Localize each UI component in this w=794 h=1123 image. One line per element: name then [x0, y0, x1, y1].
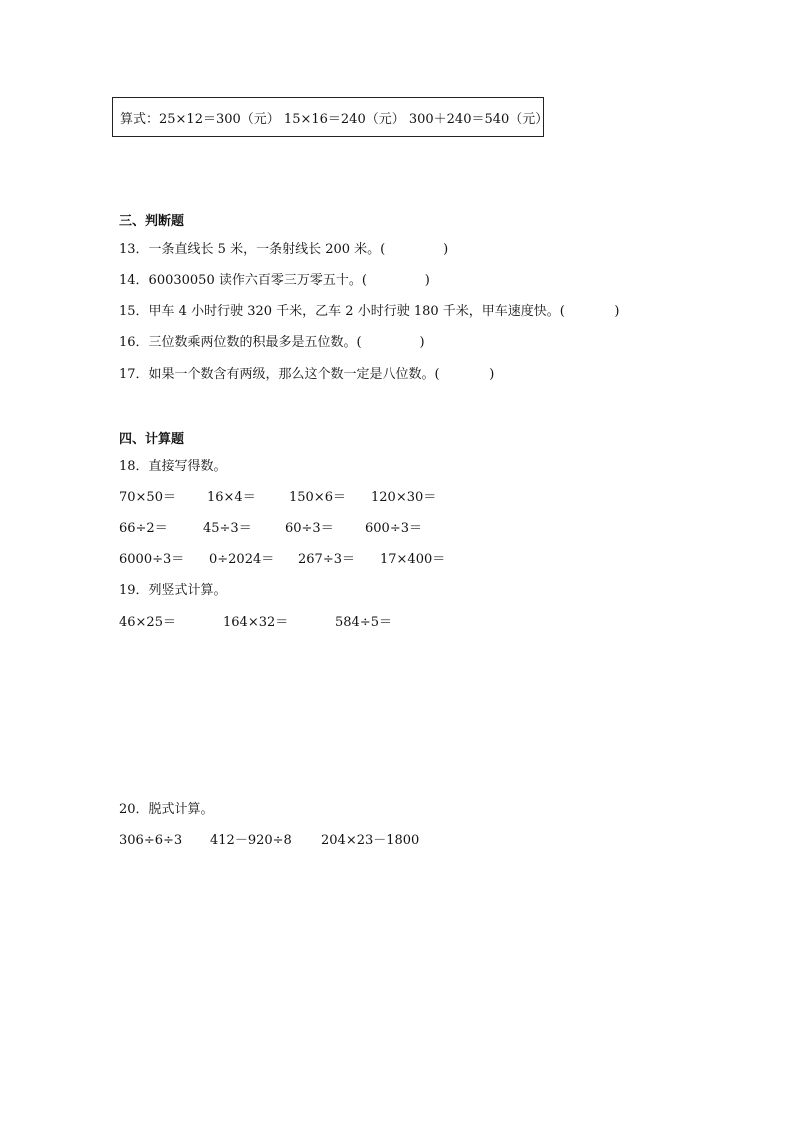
calc-item: 16×4＝: [207, 490, 256, 505]
question-19-label: 19．列竖式计算。: [119, 583, 227, 598]
calc-item: 204×23－1800: [321, 833, 420, 848]
calc-item: 66÷2＝: [119, 521, 168, 536]
calc-item: 70×50＝: [119, 490, 176, 505]
section-heading-judgement: 三、判断题: [119, 214, 185, 229]
answer-box: [112, 97, 549, 137]
calc-item: 6000÷3＝: [119, 552, 185, 567]
calc-item: 164×32＝: [223, 615, 289, 630]
calc-item: 46×25＝: [119, 615, 176, 630]
calc-item: 150×6＝: [289, 490, 346, 505]
calc-item: 17×400＝: [380, 552, 446, 567]
question-17: 17．如果一个数含有两级，那么这个数一定是八位数。( ): [119, 367, 495, 382]
section-heading-calculation: 四、计算题: [119, 432, 185, 447]
question-18-label: 18．直接写得数。: [119, 459, 227, 474]
question-20-label: 20．脱式计算。: [119, 802, 214, 817]
calc-item: 306÷6÷3: [119, 833, 183, 848]
calc-item: 584÷5＝: [335, 615, 392, 630]
calc-item: 45÷3＝: [203, 521, 252, 536]
question-15: 15．甲车 4 小时行驶 320 千米，乙车 2 小时行驶 180 千米，甲车速度快。( ): [119, 304, 620, 319]
calc-item: 267÷3＝: [298, 552, 355, 567]
calc-item: 0÷2024＝: [209, 552, 275, 567]
calc-item: 412－920÷8: [210, 833, 292, 848]
question-13: 13．一条直线长 5 米，一条射线长 200 米。( ): [119, 242, 449, 257]
calc-item: 120×30＝: [371, 490, 437, 505]
calc-item: 60÷3＝: [285, 521, 334, 536]
question-14: 14．60030050 读作六百零三万零五十。( ): [119, 273, 430, 288]
calc-item: 600÷3＝: [365, 521, 422, 536]
question-16: 16．三位数乘两位数的积最多是五位数。( ): [119, 335, 425, 350]
answer-formula: 算式：25×12＝300（元） 15×16＝240（元） 300＋240＝540（元）: [120, 111, 549, 127]
